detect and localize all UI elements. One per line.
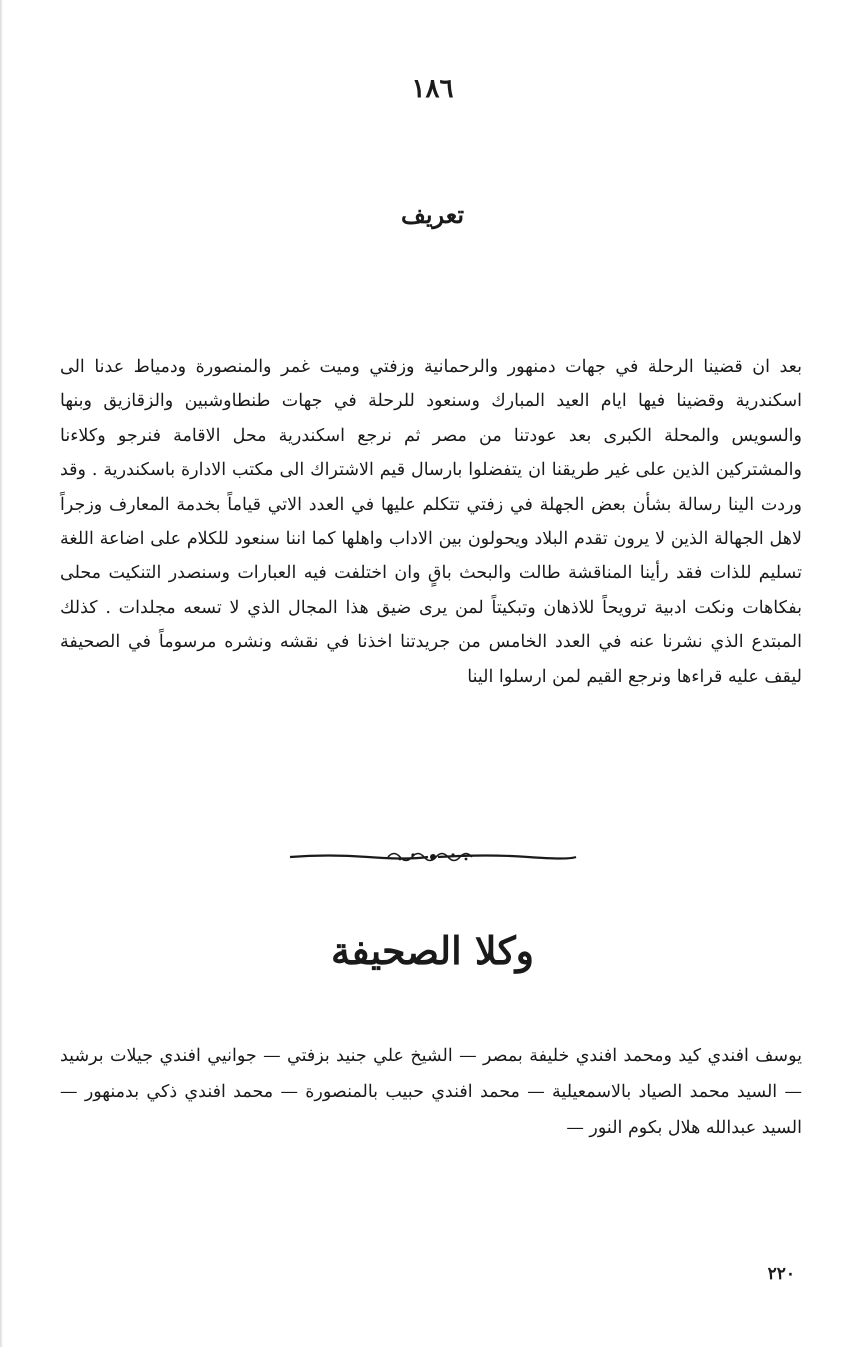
footer-page-number: ٢٢٠ <box>767 1264 795 1284</box>
ornamental-divider <box>288 848 578 866</box>
page-number: ١٨٦ <box>411 74 454 104</box>
agents-list: يوسف افندي كيد ومحمد افندي خليفة بمصر — الشيخ علي جنيد بزفتي — جوانيي افندي جيلات برشيد — السيد محمد الصياد بالاسمعيلية — محمد افندي حبيب بالمنصورة — محمد افندي ذكي بدمنهور — السيد عبدالله هلال بكوم النور — <box>60 1046 802 1138</box>
section-title: تعريف <box>400 200 465 229</box>
agents-heading: وكلا الصحيفة <box>330 928 535 973</box>
announcement-paragraph: بعد ان قضينا الرحلة في جهات دمنهور والرحمانية وزفتي وميت غمر والمنصورة ودمياط عدنا الى اسكندرية وقضينا فيها ايام العيد المبارك وسنعود للرحلة في جهات طنطاوشبين والزقازيق وبنها والسويس والمحلة الكبرى بعد عودتنا من مصر ثم نرجع اسكندرية محل الاقامة فنرجو وكلاءنا والمشتركين الذين على غير طريقنا ان يتفضلوا بارسال قيم الاشتراك الى مكتب الادارة باسكندرية . وقد وردت الينا رسالة بشأن بعض الجهلة في زفتي تتكلم عليها في العدد الاتي قياماً بخدمة المعارف وزجراً لاهل الجهالة الذين لا يرون تقدم البلاد ويحولون بين الاداب واهلها كما اننا سنعود للكلام على اضاعة اللغة تسليم للذات فقد رأينا المناقشة طالت والبحث باقٍ وان اختلفت فيه العبارات وسنصدر التنكيت محلى بفكاهات ونكت ادبية ترويحاً للاذهان وتبكيتاً لمن يرى ضيق هذا المجال الذي لا تسعه مجلدات . كذلك المبتدع الذي نشرنا عنه في العدد الخامس من جريدتنا اخذنا في نقشه ونشره مرسوماً في الصحيفة ليقف عليه قراءها ونرجع القيم لمن ارسلوا الينا <box>60 357 802 687</box>
